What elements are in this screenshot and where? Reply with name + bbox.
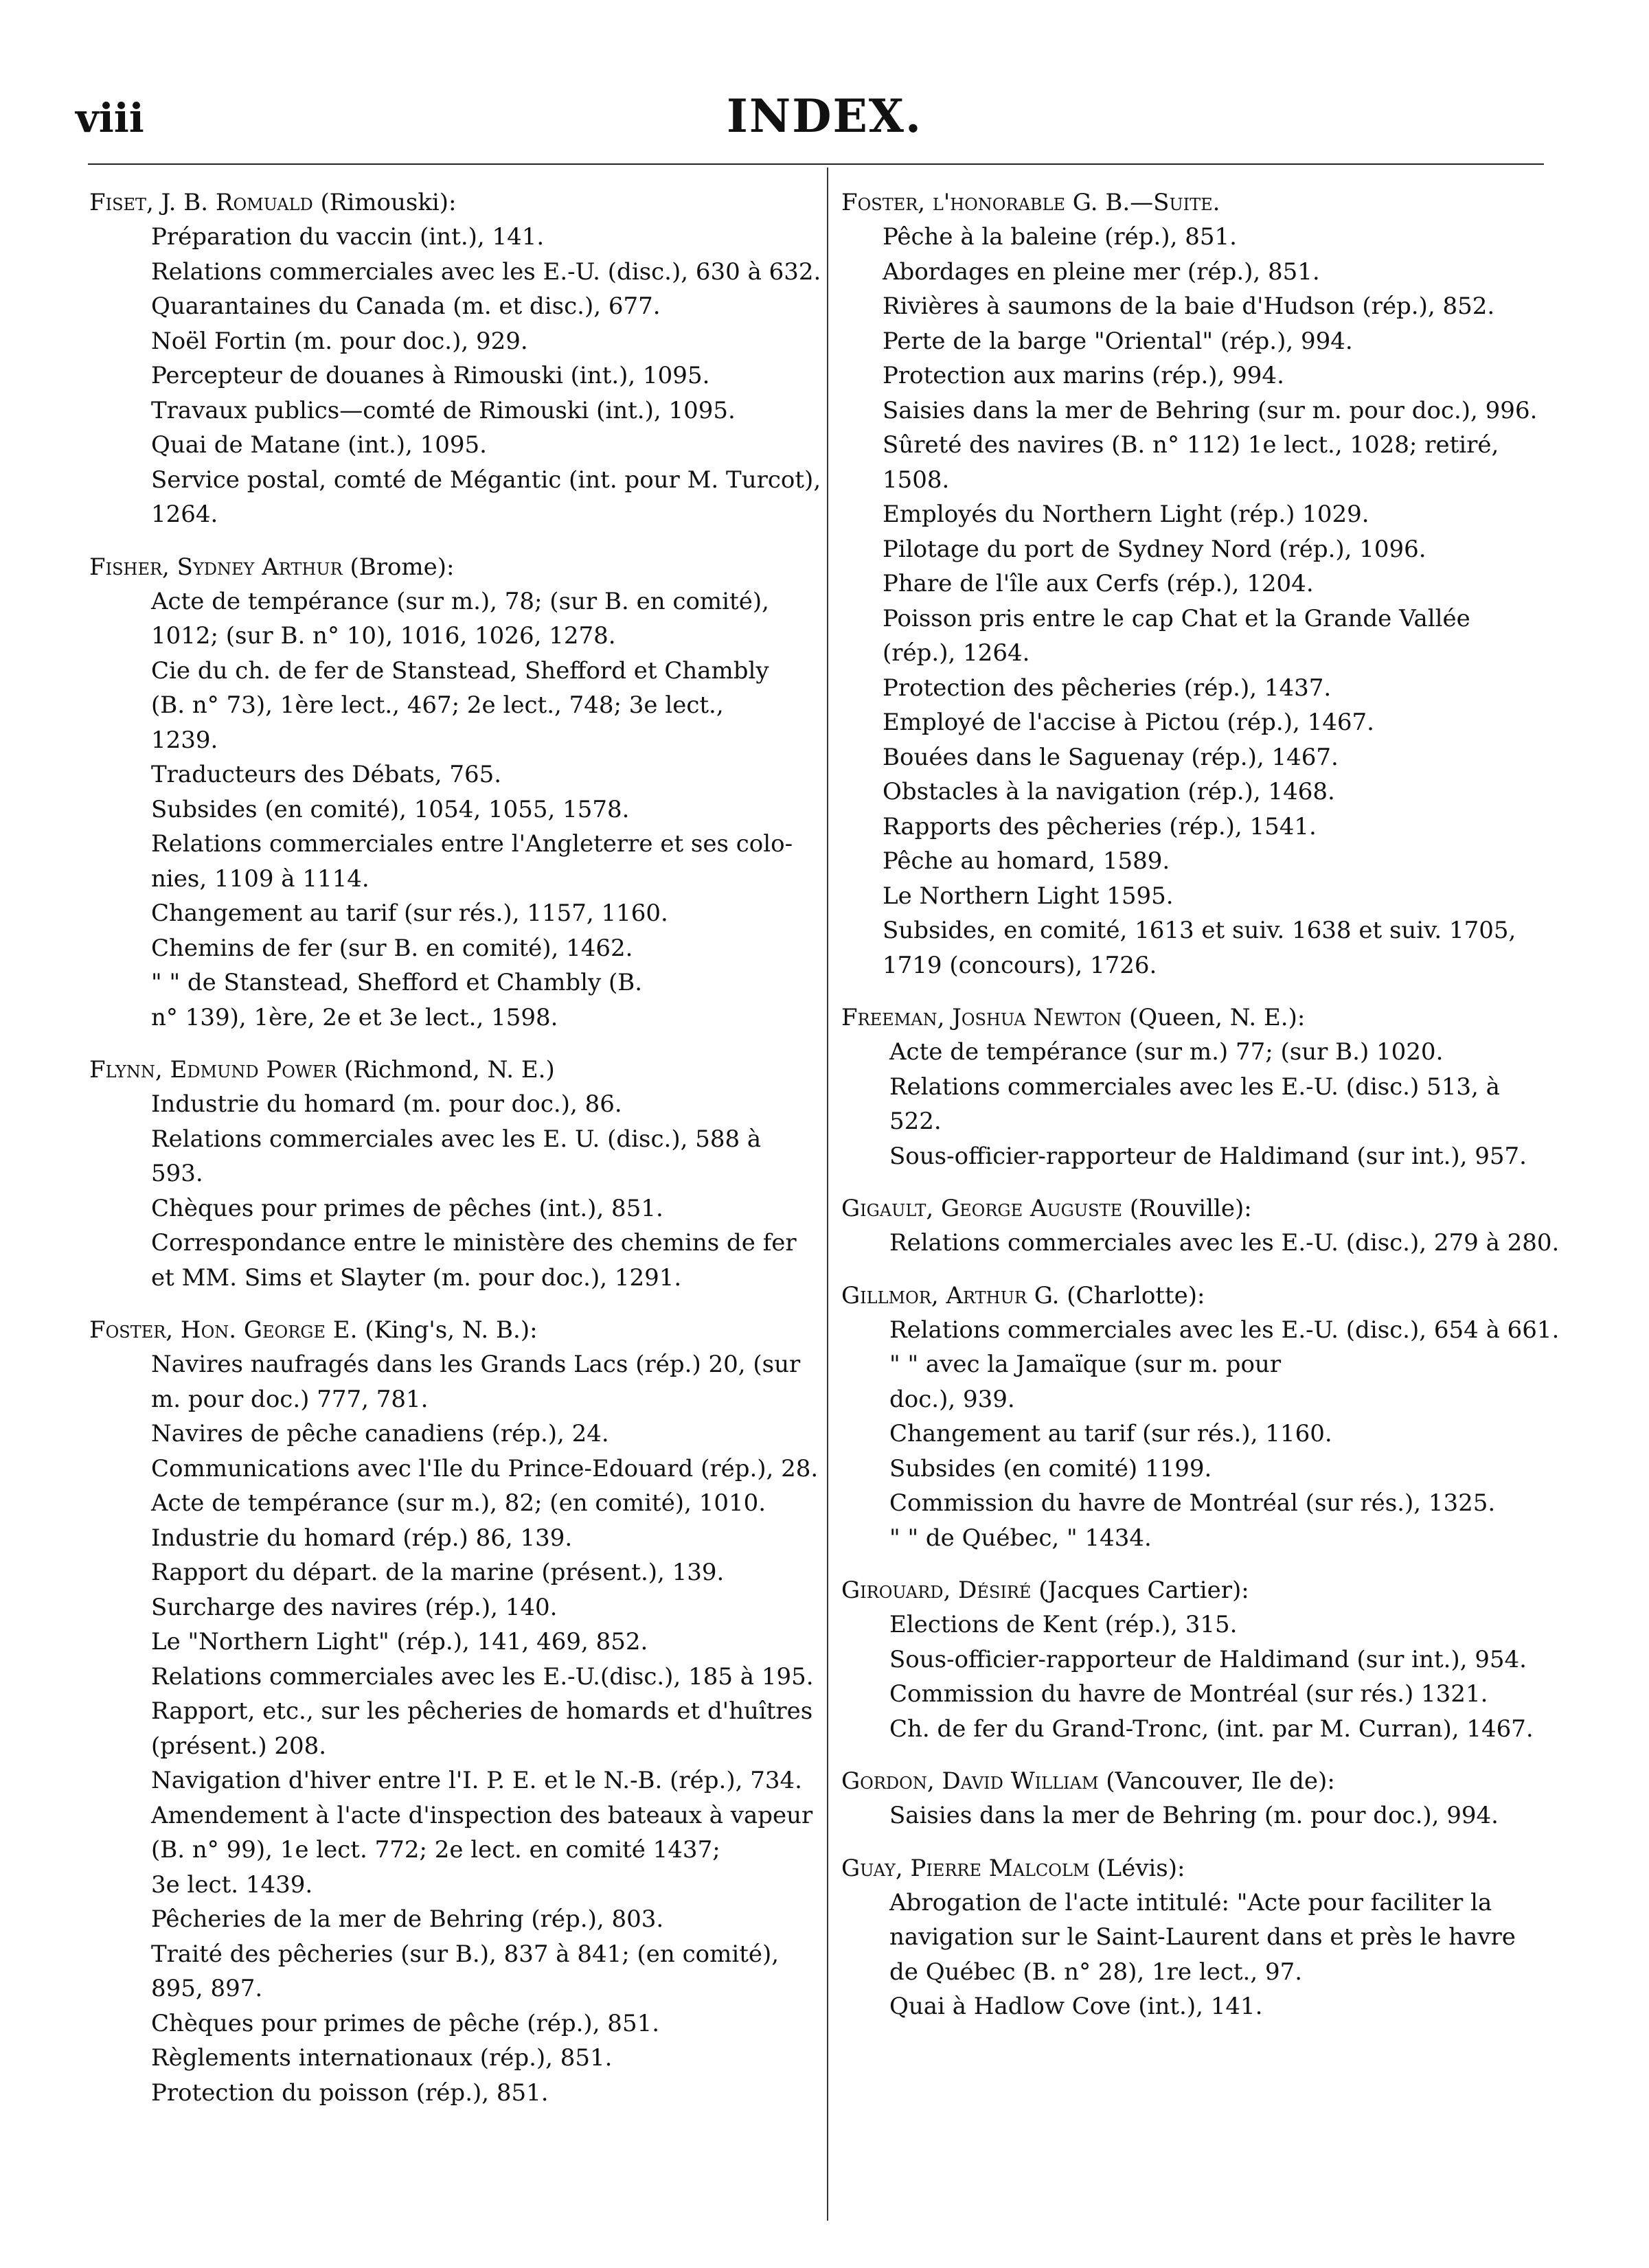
index-line: Phare de l'île aux Cerfs (rép.), 1204.	[883, 570, 1314, 597]
index-line: navigation sur le Saint-Laurent dans et près le havre	[889, 1923, 1516, 1951]
index-line: Sous-officier-rapporteur de Haldimand (sur int.), 957.	[889, 1142, 1527, 1170]
member-name: Fiset, J. B. Romuald	[89, 189, 313, 216]
index-line: Quai de Matane (int.), 1095.	[151, 431, 487, 459]
index-line: " " avec la Jamaïque (sur m. pour	[889, 1351, 1282, 1378]
index-line: Cie du ch. de fer de Stanstead, Shefford et Chambly	[151, 656, 769, 685]
right-column	[841, 185, 1562, 2042]
index-line: Préparation du vaccin (int.), 141.	[151, 223, 545, 251]
index-line: (rép.), 1264.	[883, 639, 1030, 667]
index-entry	[89, 1313, 817, 2110]
index-line: Relations commerciales avec les E.-U.(disc.), 185 à 195.	[151, 1662, 814, 1691]
constituency: (Charlotte):	[1059, 1281, 1205, 1309]
member-name: Foster, l'honorable G. B.—Suite.	[841, 189, 1220, 216]
index-entry	[841, 1191, 1562, 1261]
entry-lines	[151, 1087, 817, 1295]
entry-lines	[889, 1226, 1562, 1261]
constituency: (Rimouski):	[312, 189, 457, 216]
member-name: Fisher, Sydney Arthur	[89, 553, 343, 581]
member-name: Freeman, Joshua Newton	[841, 1004, 1122, 1031]
page-number: viii	[76, 95, 144, 141]
index-line: Relations commerciales avec les E.-U. (disc.) 513, à	[889, 1073, 1500, 1101]
entry-heading	[841, 1573, 1562, 1607]
member-name: Gillmor, Arthur G.	[841, 1281, 1060, 1309]
index-entry	[841, 185, 1562, 983]
page-title: INDEX.	[727, 89, 922, 143]
index-line: Communications avec l'Ile du Prince-Edouard (rép.), 28.	[151, 1454, 819, 1482]
entry-heading	[841, 185, 1562, 220]
index-line: Changement au tarif (sur rés.), 1160.	[889, 1420, 1332, 1447]
index-line: Pêche au homard, 1589.	[883, 847, 1170, 875]
index-line: Relations commerciales avec les E.-U. (disc.), 654 à 661.	[889, 1316, 1560, 1344]
index-line: Relations commerciales entre l'Angleterre et ses colo-	[151, 830, 793, 858]
index-line: Subsides (en comité), 1054, 1055, 1578.	[151, 795, 630, 823]
constituency: (Lévis):	[1089, 1854, 1185, 1882]
index-line: Subsides (en comité) 1199.	[889, 1454, 1212, 1482]
member-name: Gigault, George Auguste	[841, 1195, 1123, 1222]
entry-heading	[841, 1000, 1562, 1035]
index-line: 593.	[151, 1160, 203, 1187]
index-line: Ch. de fer du Grand-Tronc, (int. par M. Curran), 1467.	[889, 1715, 1534, 1743]
index-line: Quarantaines du Canada (m. et disc.), 677.	[151, 293, 661, 320]
index-line: nies, 1109 à 1114.	[151, 864, 369, 893]
index-line: Employé de l'accise à Pictou (rép.), 1467.	[883, 709, 1374, 736]
entry-heading	[89, 185, 817, 220]
entry-lines	[889, 1607, 1562, 1746]
index-line: m. pour doc.) 777, 781.	[151, 1385, 429, 1413]
index-line: Abrogation de l'acte intitulé: "Acte pour faciliter la	[889, 1888, 1492, 1916]
index-line: Rivières à saumons de la baie d'Hudson (rép.), 852.	[883, 293, 1495, 320]
index-line: Le "Northern Light" (rép.), 141, 469, 852.	[151, 1628, 648, 1656]
index-line: Le Northern Light 1595.	[883, 882, 1174, 910]
index-line: et MM. Sims et Slayter (m. pour doc.), 1291.	[151, 1263, 682, 1292]
index-line: Relations commerciales avec les E. U. (disc.), 588 à	[151, 1125, 762, 1153]
index-line: Pilotage du port de Sydney Nord (rép.), 1096.	[883, 535, 1426, 563]
entry-lines	[883, 220, 1562, 983]
index-line: " " de Stanstead, Shefford et Chambly (B.	[151, 969, 643, 996]
index-line: Noël Fortin (m. pour doc.), 929.	[151, 327, 528, 355]
index-line: Acte de tempérance (sur m.) 77; (sur B.) 1020.	[889, 1038, 1444, 1066]
member-name: Foster, Hon. George E.	[89, 1316, 358, 1344]
index-line: Rapport du départ. de la marine (présent.), 139.	[151, 1559, 725, 1586]
member-name: Girouard, Désiré	[841, 1577, 1032, 1604]
index-entry	[841, 1851, 1562, 2024]
index-line: Abordages en pleine mer (rép.), 851.	[883, 257, 1320, 286]
index-entry	[841, 1000, 1562, 1173]
index-line: Chèques pour primes de pêche (rép.), 851.	[151, 2009, 660, 2037]
entry-lines	[151, 220, 821, 532]
index-line: Règlements internationaux (rép.), 851.	[151, 2044, 613, 2072]
index-line: 895, 897.	[151, 1975, 263, 2002]
index-line: 1012; (sur B. n° 10), 1016, 1026, 1278.	[151, 622, 616, 650]
index-line: Protection aux marins (rép.), 994.	[883, 362, 1284, 389]
entry-lines	[889, 1886, 1562, 2024]
index-line: Acte de tempérance (sur m.), 82; (en comité), 1010.	[151, 1489, 766, 1517]
index-line: Surcharge des navires (rép.), 140.	[151, 1593, 558, 1621]
index-line: 1508.	[883, 466, 950, 494]
index-entry	[841, 1573, 1562, 1746]
index-line: Saisies dans la mer de Behring (sur m. pour doc.), 996.	[883, 396, 1538, 424]
index-line: (présent.) 208.	[151, 1732, 327, 1760]
index-line: Travaux publics—comté de Rimouski (int.), 1095.	[151, 396, 736, 424]
index-line: Obstacles à la navigation (rép.), 1468.	[883, 778, 1335, 805]
constituency: (Vancouver, Ile de):	[1098, 1767, 1335, 1795]
index-line: Relations commerciales avec les E.-U. (disc.), 279 à 280.	[889, 1229, 1560, 1257]
index-line: Chèques pour primes de pêches (int.), 851.	[151, 1194, 663, 1222]
entry-heading	[89, 550, 817, 584]
index-line: Navires naufragés dans les Grands Lacs (rép.) 20, (sur	[151, 1351, 801, 1378]
index-line: n° 139), 1ère, 2e et 3e lect., 1598.	[151, 1003, 558, 1031]
entry-lines	[151, 584, 817, 1035]
index-line: Employés du Northern Light (rép.) 1029.	[883, 501, 1369, 528]
index-line: 1239.	[151, 726, 218, 754]
index-line: Amendement à l'acte d'inspection des bateaux à vapeur	[151, 1801, 813, 1829]
header-rule	[88, 163, 1544, 165]
index-line: Service postal, comté de Mégantic (int. pour M. Turcot),	[151, 466, 821, 494]
index-line: Industrie du homard (m. pour doc.), 86.	[151, 1090, 622, 1118]
entry-lines	[889, 1798, 1562, 1833]
index-line: (B. n° 73), 1ère lect., 467; 2e lect., 748; 3e lect.,	[151, 691, 724, 719]
entry-heading	[841, 1851, 1562, 1886]
index-line: Navigation d'hiver entre l'I. P. E. et le N.-B. (rép.), 734.	[151, 1767, 802, 1794]
index-line: Protection du poisson (rép.), 851.	[151, 2078, 549, 2107]
column-divider	[827, 168, 828, 2221]
index-line: Pêche à la baleine (rép.), 851.	[883, 223, 1237, 251]
index-line: Percepteur de douanes à Rimouski (int.), 1095.	[151, 362, 710, 389]
index-line: Chemins de fer (sur B. en comité), 1462.	[151, 934, 633, 962]
index-line: Elections de Kent (rép.), 315.	[889, 1611, 1238, 1638]
index-line: 3e lect. 1439.	[151, 1870, 313, 1899]
index-line: Relations commerciales avec les E.-U. (disc.), 630 à 632.	[151, 257, 821, 286]
index-line: Correspondance entre le ministère des chemins de fer	[151, 1229, 797, 1257]
index-line: Quai à Hadlow Cove (int.), 141.	[889, 1993, 1263, 2020]
index-line: 1719 (concours), 1726.	[883, 951, 1157, 979]
index-line: de Québec (B. n° 28), 1re lect., 97.	[889, 1958, 1303, 1986]
index-line: (B. n° 99), 1e lect. 772; 2e lect. en comité 1437;	[151, 1836, 720, 1864]
index-entry	[89, 1053, 817, 1295]
constituency: (Brome):	[342, 553, 455, 581]
index-entry	[841, 1764, 1562, 1833]
index-line: Navires de pêche canadiens (rép.), 24.	[151, 1420, 609, 1447]
entry-heading	[841, 1279, 1562, 1313]
entry-lines	[151, 1347, 817, 2110]
index-line: Rapports des pêcheries (rép.), 1541.	[883, 812, 1317, 840]
constituency: (King's, N. B.):	[357, 1316, 538, 1344]
index-line: Traité des pêcheries (sur B.), 837 à 841; (en comité),	[151, 1940, 780, 1968]
index-line: Bouées dans le Saguenay (rép.), 1467.	[883, 743, 1339, 771]
entry-lines	[889, 1313, 1562, 1556]
index-line: Sûreté des navires (B. n° 112) 1e lect., 1028; retiré,	[883, 431, 1499, 459]
index-line: 522.	[889, 1108, 942, 1135]
index-entry	[841, 1279, 1562, 1556]
index-line: Pêcheries de la mer de Behring (rép.), 803.	[151, 1905, 664, 1933]
constituency: (Rouville):	[1122, 1195, 1252, 1222]
member-name: Flynn, Edmund Power	[89, 1056, 337, 1084]
index-line: Commission du havre de Montréal (sur rés.) 1321.	[889, 1680, 1488, 1708]
index-line: " " de Québec, " 1434.	[889, 1524, 1152, 1552]
index-line: Industrie du homard (rép.) 86, 139.	[151, 1524, 573, 1552]
index-line: Sous-officier-rapporteur de Haldimand (sur int.), 954.	[889, 1645, 1527, 1673]
index-line: Commission du havre de Montréal (sur rés.), 1325.	[889, 1489, 1496, 1517]
index-entry	[89, 550, 817, 1035]
index-line: Traducteurs des Débats, 765.	[151, 761, 502, 788]
member-name: Gordon, David William	[841, 1767, 1099, 1795]
constituency: (Queen, N. E.):	[1122, 1004, 1306, 1031]
left-column	[89, 185, 821, 2128]
index-line: doc.), 939.	[889, 1385, 1015, 1413]
index-entry	[89, 185, 821, 532]
entry-lines	[889, 1035, 1562, 1173]
entry-heading	[89, 1313, 817, 1347]
index-line: Rapport, etc., sur les pêcheries de homards et d'huîtres	[151, 1697, 813, 1725]
index-line: Poisson pris entre le cap Chat et la Grande Vallée	[883, 604, 1470, 632]
index-line: Acte de tempérance (sur m.), 78; (sur B. en comité),	[151, 587, 769, 615]
index-line: Protection des pêcheries (rép.), 1437.	[883, 674, 1332, 702]
entry-heading	[841, 1191, 1562, 1226]
entry-heading	[89, 1053, 817, 1087]
member-name: Guay, Pierre Malcolm	[841, 1854, 1090, 1882]
index-line: Saisies dans la mer de Behring (m. pour doc.), 994.	[889, 1802, 1499, 1829]
constituency: (Jacques Cartier):	[1031, 1577, 1249, 1604]
entry-heading	[841, 1764, 1562, 1798]
index-line: Subsides, en comité, 1613 et suiv. 1638 et suiv. 1705,	[883, 917, 1516, 944]
constituency: (Richmond, N. E.)	[337, 1056, 555, 1084]
index-line: 1264.	[151, 501, 218, 528]
index-line: Perte de la barge "Oriental" (rép.), 994.	[883, 327, 1353, 355]
index-line: Changement au tarif (sur rés.), 1157, 1160.	[151, 900, 668, 927]
